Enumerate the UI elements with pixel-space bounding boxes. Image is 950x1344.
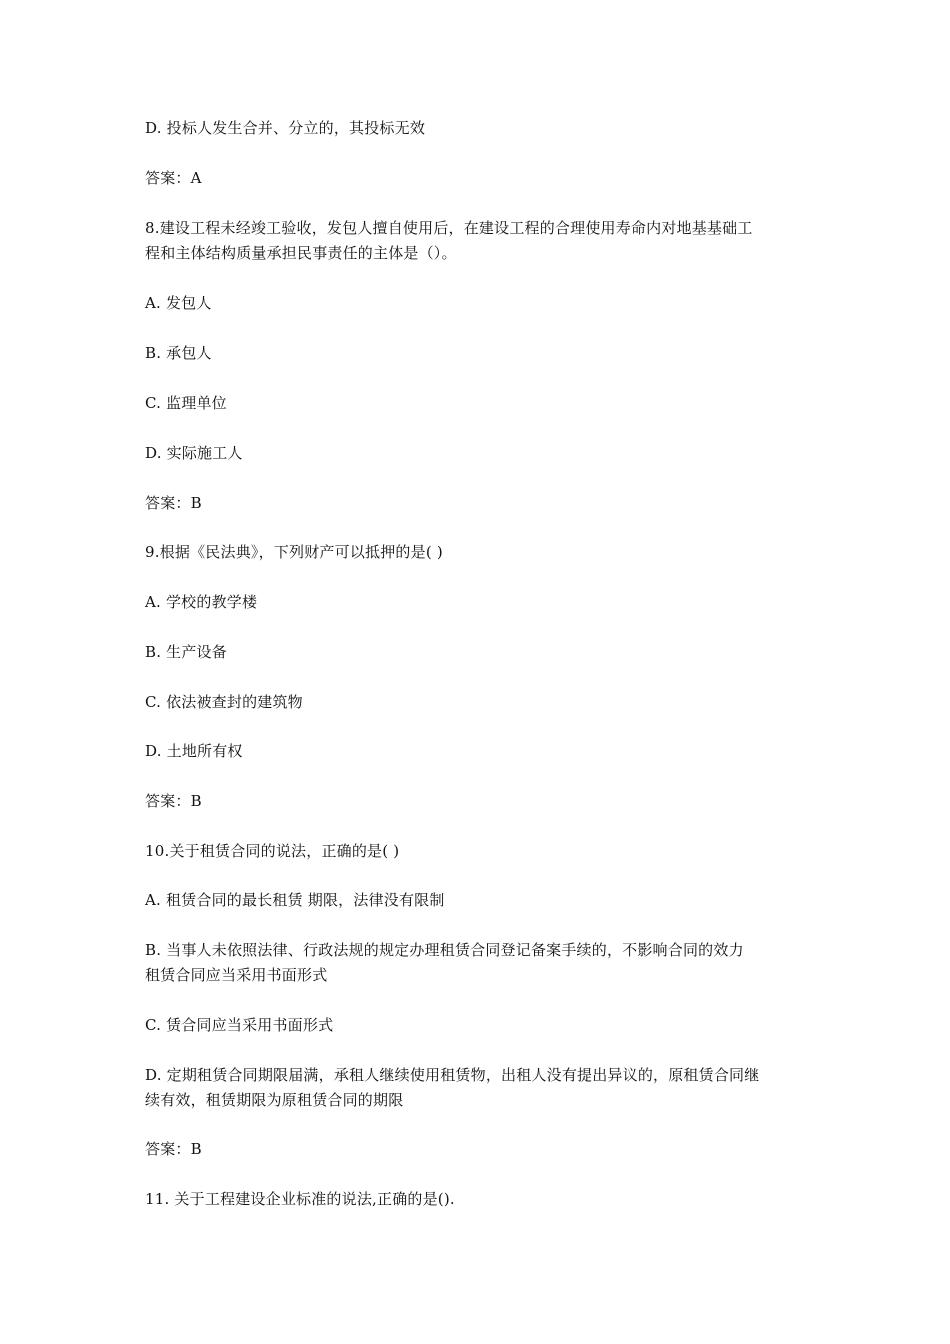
option-d-q10-line-2: 续有效，租赁期限为原租赁合同的期限: [145, 1091, 404, 1109]
question-11: 11. 关于工程建设企业标准的说法,正确的是().: [145, 1190, 455, 1208]
option-d-q10-line-1: D. 定期租赁合同期限届满，承租人继续使用租赁物，出租人没有提出异议的，原租赁合同继: [145, 1066, 760, 1084]
answer-q7: 答案：A: [145, 169, 202, 187]
option-a-q10: A. 租赁合同的最长租赁 期限，法律没有限制: [145, 891, 445, 909]
option-d-q9: D. 土地所有权: [145, 742, 243, 760]
question-8-line-2: 程和主体结构质量承担民事责任的主体是（）。: [145, 244, 457, 262]
option-b-q9: B. 生产设备: [145, 643, 227, 661]
option-a-q8: A. 发包人: [145, 294, 212, 312]
question-10: 10.关于租赁合同的说法，正确的是( ): [145, 842, 400, 860]
option-c-q8: C. 监理单位: [145, 394, 227, 412]
answer-q10: 答案：B: [145, 1140, 202, 1158]
answer-q8: 答案：B: [145, 494, 202, 512]
option-c-q9: C. 依法被查封的建筑物: [145, 693, 303, 711]
option-d-q8: D. 实际施工人: [145, 444, 243, 462]
option-d-q7: D. 投标人发生合并、分立的，其投标无效: [145, 119, 426, 137]
question-9: 9.根据《民法典》，下列财产可以抵押的是( ): [145, 543, 443, 561]
option-b-q8: B. 承包人: [145, 344, 212, 362]
option-b-q10-line-1: B. 当事人未依照法律、行政法规的规定办理租赁合同登记备案手续的，不影响合同的效力: [145, 941, 744, 959]
answer-q9: 答案：B: [145, 792, 202, 810]
option-c-q10: C. 赁合同应当采用书面形式: [145, 1016, 334, 1034]
question-8-line-1: 8.建设工程未经竣工验收，发包人擅自使用后，在建设工程的合理使用寿命内对地基基础工: [145, 219, 753, 237]
option-b-q10-line-2: 租赁合同应当采用书面形式: [145, 966, 328, 984]
option-a-q9: A. 学校的教学楼: [145, 593, 258, 611]
